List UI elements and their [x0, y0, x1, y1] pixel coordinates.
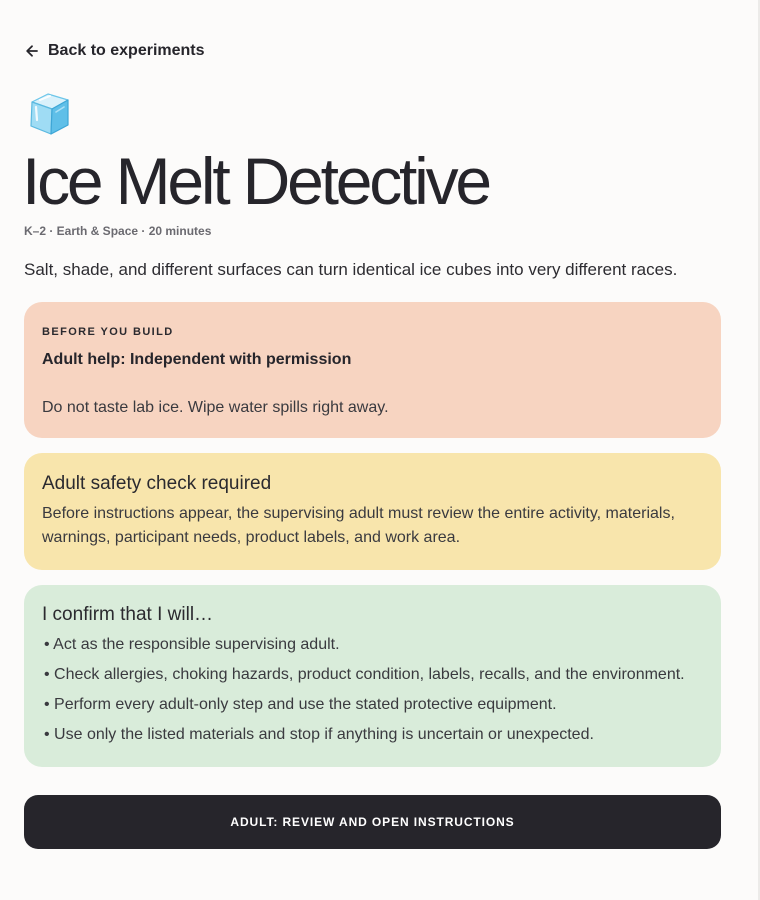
experiment-meta: K–2 · Earth & Space · 20 minutes: [24, 224, 212, 238]
safety-check-body: Before instructions appear, the supervising adult must review the entire activity, materials, warnings, participant needs, product labels, and work area.: [42, 505, 675, 546]
adult-confirmation-card: [24, 585, 721, 767]
confirmation-item: • Perform every adult-only step and use the stated protective equipment.: [44, 696, 557, 713]
ice-cube-icon: [26, 90, 74, 138]
back-link-label: Back to experiments: [48, 42, 205, 59]
before-you-build-eyebrow: BEFORE YOU BUILD: [42, 326, 174, 338]
before-you-build-card: [24, 302, 721, 438]
confirmation-item: • Act as the responsible supervising adult.: [44, 636, 340, 653]
confirmation-item: • Use only the listed materials and stop if anything is uncertain or unexpected.: [44, 726, 594, 743]
confirmation-heading: I confirm that I will…: [42, 604, 214, 625]
experiment-intro: Salt, shade, and different surfaces can turn identical ice cubes into very different races.: [24, 260, 678, 279]
adult-safety-check-card: [24, 453, 721, 570]
confirmation-item: • Check allergies, choking hazards, product condition, labels, recalls, and the environment.: [44, 666, 685, 683]
adult-help-level: Adult help: Independent with permission: [42, 351, 352, 368]
open-instructions-button[interactable]: ADULT: REVIEW AND OPEN INSTRUCTIONS: [24, 795, 721, 849]
safety-warning-text: Do not taste lab ice. Wipe water spills right away.: [42, 399, 389, 416]
back-to-experiments-link[interactable]: [24, 42, 205, 60]
arrow-left-icon: [24, 43, 40, 59]
safety-check-heading: Adult safety check required: [42, 473, 272, 494]
confirmation-list: [44, 635, 685, 755]
page-title: Ice Melt Detective: [22, 144, 489, 218]
